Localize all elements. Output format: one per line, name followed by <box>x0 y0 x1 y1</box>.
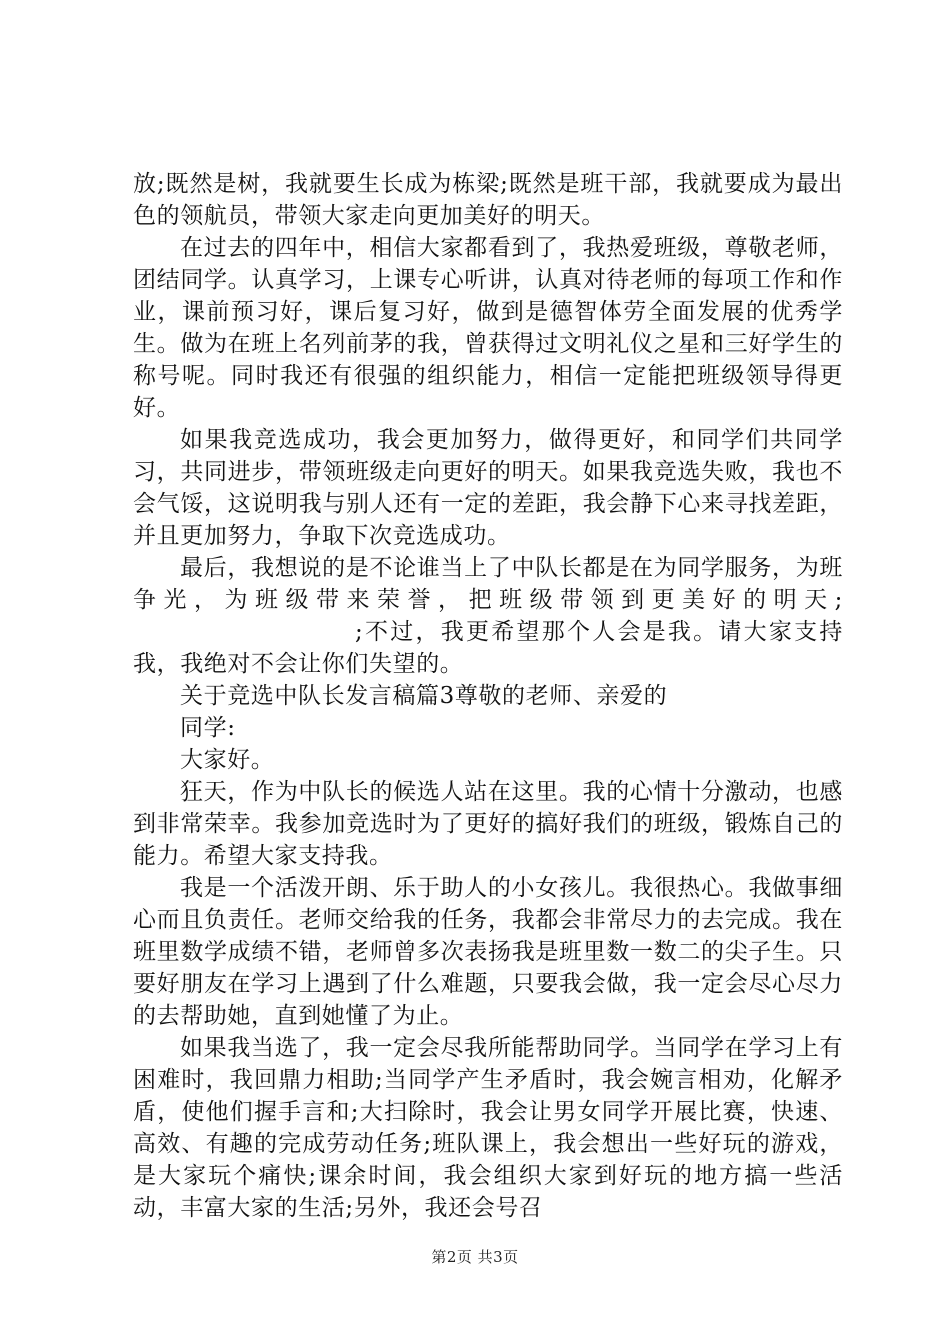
paragraph-5: 我是一个活泼开朗、乐于助人的小女孩儿。我很热心。我做事细心而且负责任。老师交给我的任务，我都会非常尽力的去完成。我在班里数学成绩不错，老师曾多次表扬我是班里数一数二的尖子生。只要好朋友在学习上遇到了什么难题，只要我会做，我一定会尽心尽力的去帮助她，直到她懂了为止。 <box>133 875 843 1029</box>
paragraph-4: 狂天，作为中队长的候选人站在这里。我的心情十分激动，也感到非常荣幸。我参加竞选时为了更好的搞好我们的班级，锻炼自己的能力。希望大家支持我。 <box>133 779 843 869</box>
paragraph-6: 如果我当选了，我一定会尽我所能帮助同学。当同学在学习上有困难时，我回鼎力相助;当同学产生矛盾时，我会婉言相劝，化解矛盾，使他们握手言和;大扫除时，我会让男女同学开展比赛，快速、高效、有趣的完成劳动任务;班队课上，我会想出一些好玩的游戏，是大家玩个痛快;课余时间，我会组织大家到好玩的地方搞一些活动，丰富大家的生活;另外，我还会号召 <box>133 1035 843 1221</box>
document-body <box>133 168 843 1224</box>
greeting: 大家好。 <box>180 747 275 773</box>
paragraph-2: 在过去的四年中，相信大家都看到了，我热爱班级，尊敬老师，团结同学。认真学习，上课专心听讲，认真对待老师的每项工作和作业，课前预习好，课后复习好，做到是德智体劳全面发展的优秀学生。做为在班上名列前茅的我，曾获得过文明礼仪之星和三好学生的称号呢。同时我还有很强的组织能力，相信一定能把班级领导得更好。 <box>133 235 843 421</box>
salutation: 同学: <box>180 715 236 741</box>
closing-part-1: 最后，我想说的是不论谁当上了中队长都是在为同学服务，为班争光，为班级带来荣誉，把班级带领到更美好的明天; <box>133 555 843 613</box>
section-heading: 关于竞选中队长发言稿篇3尊敬的老师、亲爱的 <box>180 683 668 709</box>
closing-part-2: ;不过，我更希望那个人会是我。请大家支持我，我绝对不会让你们失望的。 <box>133 619 843 677</box>
paragraph-1: 放;既然是树，我就要生长成为栋梁;既然是班干部，我就要成为最出色的领航员，带领大家走向更加美好的明天。 <box>133 171 843 229</box>
page-footer: 第2页 共3页 <box>431 1248 519 1266</box>
paragraph-closing <box>133 552 843 680</box>
paragraph-3: 如果我竞选成功，我会更加努力，做得更好，和同学们共同学习，共同进步，带领班级走向更好的明天。如果我竞选失败，我也不会气馁，这说明我与别人还有一定的差距，我会静下心来寻找差距，并且更加努力，争取下次竞选成功。 <box>133 427 843 549</box>
